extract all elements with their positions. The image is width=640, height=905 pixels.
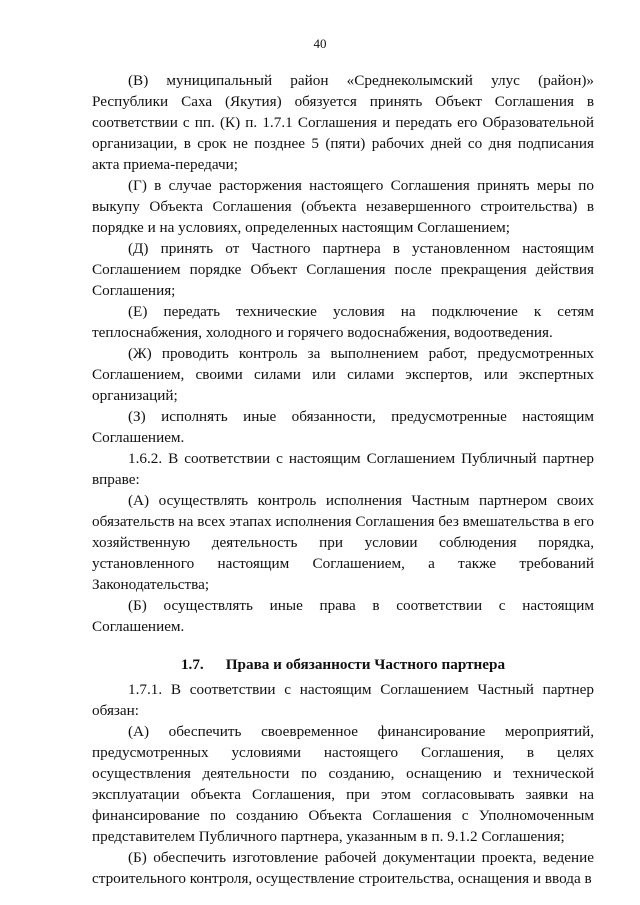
paragraph-public-partner-obligation-d: (Д) принять от Частного партнера в установленном настоящим Соглашением порядке Объект Соглашения после прекращения действия Соглашения; <box>92 240 594 299</box>
paragraph-public-partner-obligation-g: (Г) в случае расторжения настоящего Соглашения принять меры по выкупу Объекта Соглашения (объекта незавершенного строительства) в порядке и на условиях, определенных настоящим Соглашением; <box>92 177 594 236</box>
paragraph-clause-1-7-1: 1.7.1. В соответствии с настоящим Соглашением Частный партнер обязан: <box>92 681 594 719</box>
paragraph-public-partner-right-a: (А) осуществлять контроль исполнения Частным партнером своих обязательств на всех этапах исполнения Соглашения без вмешательства в его хозяйственную деятельность при условии соблюдения порядка, установленного настоящим Соглашением, а также требований Законодательства; <box>92 492 594 593</box>
paragraph-public-partner-obligation-zh: (Ж) проводить контроль за выполнением работ, предусмотренных Соглашением, своими силами или силами экспертов, или экспертных организаций; <box>92 345 594 404</box>
document-body <box>92 70 594 889</box>
paragraph-public-partner-obligation-v: (В) муниципальный район «Среднеколымский улус (район)» Республики Саха (Якутия) обязуется принять Объект Соглашения в соответствии с пп. (К) п. 1.7.1 Соглашения и передать его Образовательной организации, в срок не позднее 5 (пяти) рабочих дней со дня подписания акта приема-передачи; <box>92 72 594 173</box>
paragraph-public-partner-obligation-e: (Е) передать технические условия на подключение к сетям теплоснабжения, холодного и горячего водоснабжения, водоотведения. <box>92 303 594 341</box>
paragraph-public-partner-obligation-z: (З) исполнять иные обязанности, предусмотренные настоящим Соглашением. <box>92 408 594 446</box>
paragraph-private-partner-obligation-a: (А) обеспечить своевременное финансирование мероприятий, предусмотренных условиями настоящего Соглашения, в целях осуществления деятельности по созданию, оснащению и технической эксплуатации объекта Соглашения, при этом согласовывать заявки на финансирование по созданию Объекта Соглашения с Уполномоченным представителем Публичного партнера, указанным в п. 9.1.2 Соглашения; <box>92 723 594 845</box>
section-heading <box>92 654 594 675</box>
section-title: Права и обязанности Частного партнера <box>225 656 506 673</box>
paragraph-clause-1-6-2: 1.6.2. В соответствии с настоящим Соглашением Публичный партнер вправе: <box>92 450 594 488</box>
page-number: 40 <box>313 36 327 51</box>
paragraph-private-partner-obligation-b: (Б) обеспечить изготовление рабочей документации проекта, ведение строительного контроля, осуществление строительства, оснащения и ввода в <box>92 849 594 887</box>
paragraph-public-partner-right-b: (Б) осуществлять иные права в соответствии с настоящим Соглашением. <box>92 597 594 635</box>
section-number: 1.7. <box>180 656 204 673</box>
